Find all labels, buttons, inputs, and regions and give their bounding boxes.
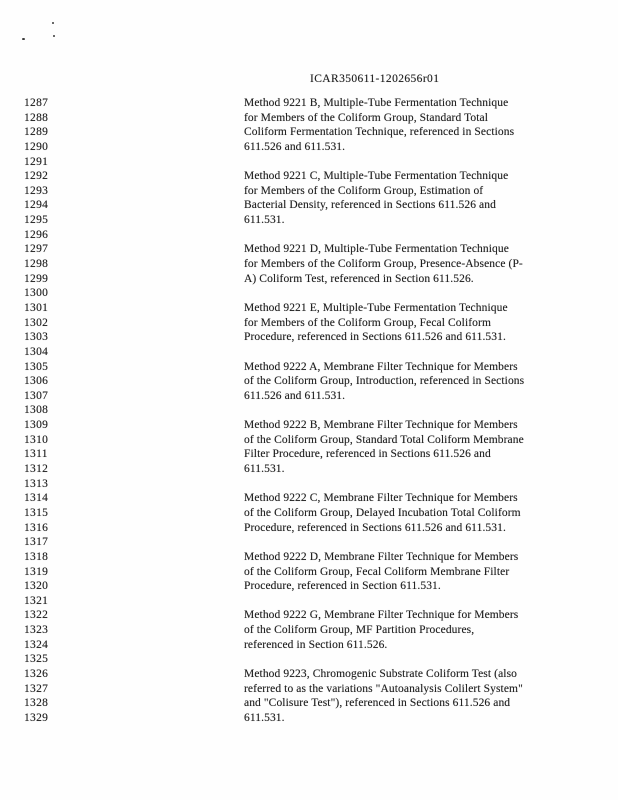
document-line bbox=[0, 185, 618, 200]
document-line bbox=[0, 404, 618, 419]
line-text: Method 9221 C, Multiple-Tube Fermentation Technique bbox=[244, 170, 509, 183]
line-text: Bacterial Density, referenced in Sections 611.526 and bbox=[244, 199, 496, 212]
document-line bbox=[0, 609, 618, 624]
line-text: of the Coliform Group, Introduction, referenced in Sections bbox=[244, 375, 525, 388]
line-text: Procedure, referenced in Sections 611.526 and 611.531. bbox=[244, 521, 506, 534]
line-number: 1302 bbox=[24, 316, 49, 329]
line-number: 1318 bbox=[24, 550, 49, 563]
document-line bbox=[0, 273, 618, 288]
document-line bbox=[0, 507, 618, 522]
line-text: referred to as the variations "Autoanalysis Colilert System" bbox=[244, 682, 523, 695]
line-number: 1322 bbox=[24, 609, 49, 622]
line-text: of the Coliform Group, Fecal Coliform Membrane Filter bbox=[244, 565, 510, 578]
document-line bbox=[0, 492, 618, 507]
document-line bbox=[0, 375, 618, 390]
line-number: 1314 bbox=[24, 492, 49, 505]
document-line bbox=[0, 478, 618, 493]
line-text: Method 9222 A, Membrane Filter Technique for Members bbox=[244, 360, 518, 373]
document-line bbox=[0, 697, 618, 712]
document-line bbox=[0, 258, 618, 273]
scan-speckle bbox=[22, 38, 25, 40]
document-line bbox=[0, 712, 618, 727]
line-number: 1310 bbox=[24, 433, 49, 446]
document-line bbox=[0, 229, 618, 244]
scan-speckle bbox=[52, 22, 54, 24]
line-text: 611.531. bbox=[244, 214, 285, 227]
line-text: 611.531. bbox=[244, 711, 285, 724]
document-line bbox=[0, 536, 618, 551]
document-line bbox=[0, 170, 618, 185]
line-number: 1292 bbox=[24, 170, 49, 183]
line-text: for Members of the Coliform Group, Fecal Coliform bbox=[244, 316, 491, 329]
line-text: Method 9221 B, Multiple-Tube Fermentation Technique bbox=[244, 97, 509, 109]
line-number: 1326 bbox=[24, 667, 49, 680]
document-line bbox=[0, 639, 618, 654]
line-text: referenced in Section 611.526. bbox=[244, 638, 388, 651]
line-number: 1301 bbox=[24, 301, 49, 314]
line-text: Method 9222 C, Membrane Filter Technique for Members bbox=[244, 492, 518, 505]
line-text: Procedure, referenced in Section 611.531. bbox=[244, 580, 441, 593]
document-line bbox=[0, 419, 618, 434]
line-number: 1313 bbox=[24, 477, 49, 490]
document-line bbox=[0, 522, 618, 537]
line-text: Procedure, referenced in Sections 611.526 and 611.531. bbox=[244, 331, 506, 344]
document-line bbox=[0, 156, 618, 171]
line-text: 611.526 and 611.531. bbox=[244, 389, 346, 402]
line-number: 1311 bbox=[24, 448, 48, 461]
document-line bbox=[0, 463, 618, 478]
line-number: 1298 bbox=[24, 258, 49, 271]
line-number: 1323 bbox=[24, 624, 49, 637]
line-number: 1304 bbox=[24, 345, 49, 358]
document-line bbox=[0, 141, 618, 156]
line-number: 1289 bbox=[24, 126, 49, 139]
line-number: 1291 bbox=[24, 155, 49, 168]
line-number: 1320 bbox=[24, 580, 49, 593]
document-line bbox=[0, 624, 618, 639]
line-number: 1296 bbox=[24, 228, 49, 241]
line-text: of the Coliform Group, MF Partition Procedures, bbox=[244, 624, 475, 637]
document-line bbox=[0, 126, 618, 141]
line-number: 1316 bbox=[24, 521, 49, 534]
document-line bbox=[0, 346, 618, 361]
line-text: Method 9222 B, Membrane Filter Technique for Members bbox=[244, 419, 518, 432]
line-text: Coliform Fermentation Technique, referenced in Sections bbox=[244, 126, 515, 139]
line-text: of the Coliform Group, Standard Total Coliform Membrane bbox=[244, 433, 524, 446]
line-text: Method 9222 D, Membrane Filter Technique for Members bbox=[244, 550, 519, 563]
line-number: 1306 bbox=[24, 375, 49, 388]
line-text: A) Coliform Test, referenced in Section 611.526. bbox=[244, 272, 474, 285]
line-grid bbox=[0, 97, 618, 727]
line-number: 1307 bbox=[24, 389, 49, 402]
document-line bbox=[0, 317, 618, 332]
document-line bbox=[0, 434, 618, 449]
line-number: 1317 bbox=[24, 536, 49, 549]
line-number: 1309 bbox=[24, 419, 49, 432]
line-number: 1287 bbox=[24, 97, 49, 109]
line-number: 1288 bbox=[24, 111, 49, 124]
line-number: 1312 bbox=[24, 463, 49, 476]
document-line bbox=[0, 214, 618, 229]
document-line bbox=[0, 448, 618, 463]
line-number: 1290 bbox=[24, 140, 49, 153]
line-number: 1325 bbox=[24, 653, 49, 666]
line-number: 1324 bbox=[24, 638, 49, 651]
document-line bbox=[0, 595, 618, 610]
document-id-header: ICAR350611-1202656r01 bbox=[310, 73, 440, 85]
line-number: 1299 bbox=[24, 272, 49, 285]
line-text: Method 9223, Chromogenic Substrate Coliform Test (also bbox=[244, 667, 518, 680]
document-line bbox=[0, 668, 618, 683]
document-line bbox=[0, 361, 618, 376]
line-number: 1319 bbox=[24, 565, 49, 578]
scan-speckle bbox=[53, 35, 55, 37]
document-line bbox=[0, 551, 618, 566]
line-text: for Members of the Coliform Group, Estimation of bbox=[244, 184, 484, 197]
document-line bbox=[0, 683, 618, 698]
line-number: 1303 bbox=[24, 331, 49, 344]
document-line bbox=[0, 566, 618, 581]
line-number: 1305 bbox=[24, 360, 49, 373]
line-number: 1321 bbox=[24, 594, 49, 607]
line-text: Method 9221 E, Multiple-Tube Fermentation Technique bbox=[244, 301, 508, 314]
line-text: Method 9222 G, Membrane Filter Technique for Members bbox=[244, 609, 519, 622]
line-number: 1308 bbox=[24, 404, 49, 417]
line-number: 1327 bbox=[24, 682, 49, 695]
line-number: 1300 bbox=[24, 287, 49, 300]
line-number: 1328 bbox=[24, 697, 49, 710]
document-line bbox=[0, 580, 618, 595]
document-line bbox=[0, 97, 618, 112]
line-number: 1294 bbox=[24, 199, 49, 212]
document-line bbox=[0, 199, 618, 214]
document-line bbox=[0, 331, 618, 346]
line-text: and "Colisure Test"), referenced in Sections 611.526 and bbox=[244, 697, 511, 710]
line-text: for Members of the Coliform Group, Standard Total bbox=[244, 111, 489, 124]
line-number: 1295 bbox=[24, 214, 49, 227]
line-number: 1297 bbox=[24, 243, 49, 256]
line-text: for Members of the Coliform Group, Presence-Absence (P- bbox=[244, 258, 523, 271]
document-line bbox=[0, 302, 618, 317]
line-text: Filter Procedure, referenced in Sections 611.526 and bbox=[244, 448, 491, 461]
line-text: 611.526 and 611.531. bbox=[244, 140, 346, 153]
document-line bbox=[0, 287, 618, 302]
line-text: 611.531. bbox=[244, 463, 285, 476]
document-line bbox=[0, 243, 618, 258]
document-line bbox=[0, 112, 618, 127]
document-line bbox=[0, 653, 618, 668]
line-number: 1293 bbox=[24, 184, 49, 197]
document-line bbox=[0, 390, 618, 405]
line-number: 1315 bbox=[24, 506, 49, 519]
line-text: Method 9221 D, Multiple-Tube Fermentation Technique bbox=[244, 243, 509, 256]
line-text: of the Coliform Group, Delayed Incubation Total Coliform bbox=[244, 506, 521, 519]
line-number: 1329 bbox=[24, 711, 49, 724]
